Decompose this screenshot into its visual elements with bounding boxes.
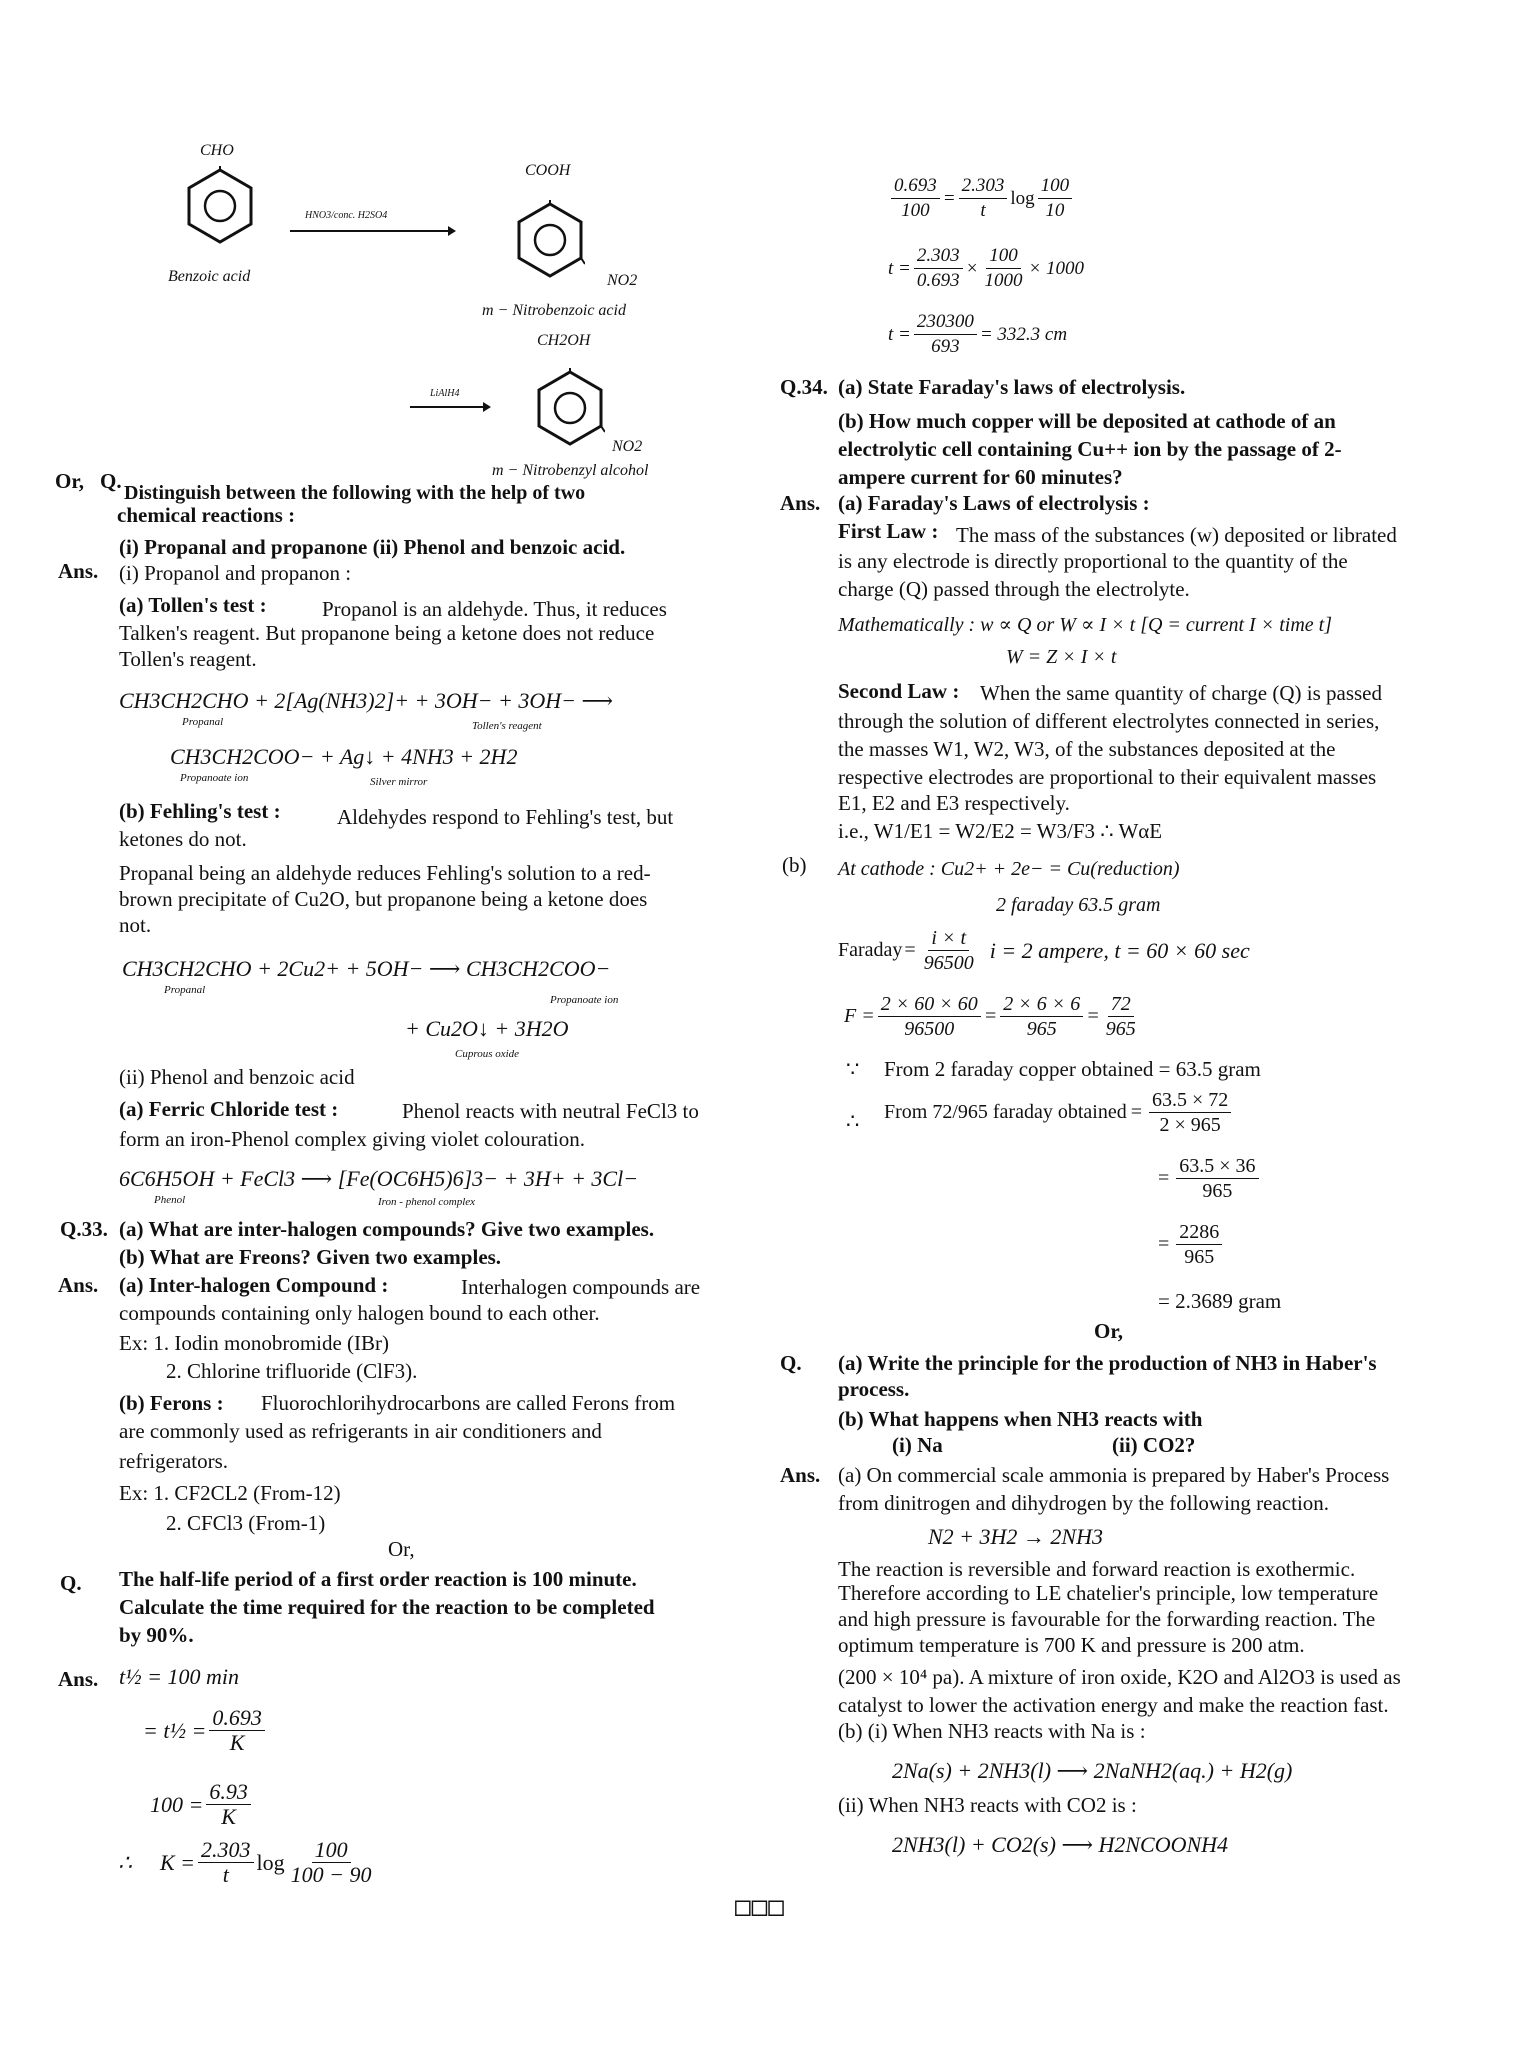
calc2-den1: 0.693 bbox=[916, 270, 960, 291]
second-law-line5: E1, E2 and E3 respectively. bbox=[838, 791, 1070, 815]
half-eq1-num: 0.693 bbox=[209, 1706, 265, 1731]
ans33b-heading: (b) Ferons : bbox=[119, 1391, 224, 1415]
fehling-text-line2: ketones do not. bbox=[119, 827, 247, 851]
second-law-line4: respective electrodes are proportional to their equivalent masses bbox=[838, 765, 1377, 789]
haber-para-line6: catalyst to lower the activation energy and make the reaction fast. bbox=[838, 1693, 1389, 1717]
q-half-line1: The half-life period of a first order reaction is 100 minute. bbox=[119, 1567, 637, 1591]
ans33b-text-line3: refrigerators. bbox=[119, 1449, 229, 1473]
cooh-group-label: COOH bbox=[525, 162, 571, 179]
ans-half-label: Ans. bbox=[58, 1667, 99, 1691]
ans33b-text-line2: are commonly used as refrigerants in air conditioners and bbox=[119, 1419, 602, 1443]
half-eq2-num: 6.93 bbox=[206, 1780, 251, 1805]
equation-ferric: 6C6H5OH + FeCl3 ⟶ [Fe(OC6H5)6]3− + 3H+ + 3Cl− bbox=[119, 1166, 639, 1191]
half-eq3 bbox=[118, 1838, 378, 1887]
fehling-test-heading: (b) Fehling's test : bbox=[119, 799, 281, 823]
no2-group-label-2: NO2 bbox=[612, 438, 643, 455]
example2-line2: 2. CFCl3 (From-1) bbox=[166, 1511, 326, 1535]
ferric-test-heading: (a) Ferric Chloride test : bbox=[119, 1097, 339, 1121]
benzoic-acid-label: Benzoic acid bbox=[168, 268, 251, 285]
nitrobenzoic-label: m − Nitrobenzoic acid bbox=[482, 302, 626, 319]
faraday-given: i = 2 ampere, t = 60 × 60 sec bbox=[989, 937, 1250, 963]
calc1-num3: 100 bbox=[1038, 174, 1073, 199]
half-eq1-den: K bbox=[229, 1730, 245, 1755]
benzene-ring-1 bbox=[185, 166, 255, 246]
calc1-den1: 100 bbox=[901, 200, 930, 221]
calc3-rhs: = 332.3 cm bbox=[979, 323, 1068, 345]
calc2-times2: × 1000 bbox=[1028, 257, 1085, 279]
calc1-eq: = bbox=[942, 187, 956, 209]
half-eq3-log: log bbox=[256, 1849, 285, 1875]
half-eq3-den1: t bbox=[222, 1862, 229, 1887]
haber-para-line4: optimum temperature is 700 K and pressure is 200 atm. bbox=[838, 1633, 1305, 1657]
haber-a-line1: (a) On commercial scale ammonia is prepared by Haber's Process bbox=[838, 1463, 1390, 1487]
calc2-lhs: t = bbox=[888, 257, 911, 279]
faraday-lhs: Faraday bbox=[838, 939, 903, 961]
benzene-ring-2 bbox=[515, 200, 585, 280]
fehling-para-line1: Propanal being an aldehyde reduces Fehling's solution to a red- bbox=[119, 861, 651, 885]
final-result: = 2.3689 gram bbox=[1158, 1289, 1282, 1313]
eq2-sub-cuprous: Cuprous oxide bbox=[455, 1048, 520, 1060]
or-label-right: Or, bbox=[1094, 1319, 1123, 1343]
ans33-label: Ans. bbox=[58, 1273, 99, 1297]
haber-b-i: (b) (i) When NH3 reacts with Na is : bbox=[838, 1719, 1146, 1743]
calc1-num2: 2.303 bbox=[959, 174, 1008, 199]
haber-para-line1: The reaction is reversible and forward reaction is exothermic. bbox=[838, 1557, 1356, 1581]
fehling-para-line3: not. bbox=[119, 913, 152, 937]
reaction-arrow-2 bbox=[408, 400, 493, 414]
faraday-den: 96500 bbox=[923, 952, 974, 974]
tollen-test-heading: (a) Tollen's test : bbox=[119, 593, 267, 617]
nitrobenzyl-label: m − Nitrobenzyl alcohol bbox=[492, 462, 649, 479]
arrow2-reagent: LiAlH4 bbox=[430, 388, 460, 399]
half-eq2-lhs: 100 = bbox=[150, 1791, 204, 1817]
tollen-text-line1: Propanol is an aldehyde. Thus, it reduces bbox=[322, 597, 667, 621]
from-72-text: From 72/965 faraday obtained bbox=[884, 1101, 1127, 1123]
q-haber-b-ii: (ii) CO2? bbox=[1112, 1433, 1196, 1457]
faraday-num: i × t bbox=[928, 926, 969, 951]
cho-group-label: CHO bbox=[200, 142, 234, 159]
ans33b-text-line1: Fluorochlorihydrocarbons are called Ferons from bbox=[261, 1391, 676, 1415]
ans33a-heading: (a) Inter-halogen Compound : bbox=[119, 1273, 389, 1297]
q-label: Q. bbox=[100, 469, 122, 493]
ferric-text-line2: form an iron-Phenol complex giving violet colouration. bbox=[119, 1127, 585, 1151]
q-haber-b: (b) What happens when NH3 reacts with bbox=[838, 1407, 1203, 1431]
calc1-num1: 0.693 bbox=[891, 174, 940, 199]
F-den1: 96500 bbox=[904, 1018, 955, 1040]
haber-para-line3: and high pressure is favourable for the forwarding reaction. The bbox=[838, 1607, 1376, 1631]
calc-eq2 bbox=[888, 244, 1084, 293]
tollen-text-line3: Tollen's reagent. bbox=[119, 647, 257, 671]
half-eq3-lhs: K = bbox=[160, 1849, 196, 1875]
calc2-den2: 1000 bbox=[984, 270, 1023, 291]
question-text-line1: Distinguish between the following with the help of two bbox=[124, 482, 586, 504]
calc3-den: 693 bbox=[931, 336, 960, 357]
first-law-line1: The mass of the substances (w) deposited or librated bbox=[956, 523, 1397, 547]
haber-para-line2: Therefore according to LE chatelier's principle, low temperature bbox=[838, 1581, 1379, 1605]
F-num3: 72 bbox=[1108, 992, 1134, 1017]
tollen-text-line2: Talken's reagent. But propanone being a ketone does not reduce bbox=[119, 621, 655, 645]
example2-line1: Ex: 1. CF2CL2 (From-12) bbox=[119, 1481, 341, 1505]
eq2-sub-propanal: Propanal bbox=[164, 984, 206, 996]
ch2oh-group-label: CH2OH bbox=[537, 332, 591, 349]
haber-para-line5: (200 × 10⁴ pa). A mixture of iron oxide, K2O and Al2O3 is used as bbox=[838, 1665, 1401, 1689]
r3-den: 965 bbox=[1184, 1246, 1215, 1268]
second-law-line1: When the same quantity of charge (Q) is passed bbox=[980, 681, 1382, 705]
haber-a-line2: from dinitrogen and dihydrogen by the following reaction. bbox=[838, 1491, 1330, 1515]
equation-tollen-line2: CH3CH2COO− + Ag↓ + 4NH3 + 2H2 bbox=[170, 744, 518, 769]
half-eq3-den2: 100 − 90 bbox=[290, 1862, 372, 1887]
calc1-den3: 10 bbox=[1045, 200, 1065, 221]
half-life-given: t½ = 100 min bbox=[119, 1664, 239, 1689]
r2-num: 63.5 × 36 bbox=[1176, 1154, 1258, 1179]
reaction-arrow-1 bbox=[288, 224, 458, 238]
benzene-ring-3 bbox=[535, 368, 605, 448]
mathematically-line: Mathematically : w ∝ Q or W ∝ I × t [Q = current I × time t] bbox=[838, 614, 1332, 636]
half-eq3-num1: 2.303 bbox=[198, 1838, 254, 1863]
half-eq2-den: K bbox=[221, 1804, 236, 1829]
r3-num: 2286 bbox=[1176, 1220, 1222, 1245]
equation-fehling-line2: + Cu2O↓ + 3H2O bbox=[405, 1016, 569, 1041]
q34b-line3: ampere current for 60 minutes? bbox=[838, 465, 1123, 489]
first-law-line3: charge (Q) passed through the electrolyte. bbox=[838, 577, 1190, 601]
F-lhs: F = bbox=[844, 1005, 875, 1027]
cathode-reaction: At cathode : Cu2+ + 2e− = Cu(reduction) bbox=[838, 858, 1180, 880]
calc-eq1 bbox=[888, 174, 1075, 223]
half-eq1-lhs: = t½ = bbox=[143, 1717, 207, 1743]
equation-fehling-line1: CH3CH2CHO + 2Cu2+ + 5OH− ⟶ CH3CH2COO− bbox=[122, 956, 611, 981]
page-end-mark: □□□ bbox=[735, 1892, 785, 1922]
F-den2: 965 bbox=[1026, 1018, 1057, 1040]
eq3-sub-complex: Iron - phenol complex bbox=[378, 1196, 476, 1208]
example1-line1: Ex: 1. Iodin monobromide (IBr) bbox=[119, 1331, 390, 1355]
F-num1: 2 × 60 × 60 bbox=[878, 992, 981, 1017]
calc2-times1: × bbox=[965, 257, 979, 279]
calc2-num2: 100 bbox=[986, 244, 1021, 269]
q33-label: Q.33. bbox=[60, 1217, 108, 1241]
answer-i: (i) Propanol and propanon : bbox=[119, 561, 352, 585]
haber-b-ii: (ii) When NH3 reacts with CO2 is : bbox=[838, 1793, 1137, 1817]
fehling-text-line1: Aldehydes respond to Fehling's test, but bbox=[337, 805, 674, 829]
answer-ii: (ii) Phenol and benzoic acid bbox=[119, 1065, 355, 1089]
ans34-label: Ans. bbox=[780, 491, 821, 515]
no2-group-label-1: NO2 bbox=[607, 272, 638, 289]
second-law-line6: i.e., W1/E1 = W2/E2 = W3/F3 ∴ WαE bbox=[838, 819, 1163, 843]
eq3-sub-phenol: Phenol bbox=[154, 1194, 186, 1206]
calc1-log: log bbox=[1010, 187, 1035, 209]
q-haber-b-i: (i) Na bbox=[892, 1433, 943, 1457]
or-label: Or, bbox=[55, 469, 84, 493]
q-haber-a-line2: process. bbox=[838, 1377, 910, 1401]
haber-equation: N2 + 3H2 → 2NH3 bbox=[928, 1524, 1103, 1549]
q34-label: Q.34. bbox=[780, 375, 828, 399]
q-haber-label: Q. bbox=[780, 1351, 802, 1375]
q-half-line3: by 90%. bbox=[119, 1623, 194, 1647]
first-law-line2: is any electrode is directly proportional to the quantity of the bbox=[838, 549, 1348, 573]
mathematically-line2: W = Z × I × t bbox=[1006, 646, 1117, 668]
answer-label: Ans. bbox=[58, 559, 99, 583]
q-half-line2: Calculate the time required for the reaction to be completed bbox=[119, 1595, 655, 1619]
calc1-den2: t bbox=[980, 200, 986, 221]
first-law-heading: First Law : bbox=[838, 519, 939, 543]
half-eq2 bbox=[150, 1780, 254, 1829]
ans-haber-label: Ans. bbox=[780, 1463, 821, 1487]
arrow1-reagent: HNO3/conc. H2SO4 bbox=[305, 210, 388, 221]
faraday-2-gram: 2 faraday 63.5 gram bbox=[996, 894, 1161, 916]
therefore-symbol: ∴ bbox=[118, 1849, 132, 1875]
b-label: (b) bbox=[782, 853, 807, 877]
half-eq1 bbox=[143, 1706, 268, 1755]
eq1-sub-propanoate: Propanoate ion bbox=[180, 772, 249, 784]
faraday-formula: Faraday = $\frac{i \times t}{96500}$ i = 2 ampere, t = 60 × 60 sec bbox=[838, 927, 1250, 974]
eq2-sub-propanoate: Propanoate ion bbox=[550, 994, 619, 1006]
q33a-text: (a) What are inter-halogen compounds? Give two examples. bbox=[119, 1217, 655, 1241]
r2-den: 965 bbox=[1202, 1180, 1233, 1202]
calc3-lhs: t = bbox=[888, 323, 911, 345]
calc-eq3 bbox=[888, 310, 1067, 359]
q34a-text: (a) State Faraday's laws of electrolysis. bbox=[838, 375, 1186, 399]
q34b-line1: (b) How much copper will be deposited at cathode of an bbox=[838, 409, 1336, 433]
example1-line2: 2. Chlorine trifluoride (ClF3). bbox=[166, 1359, 418, 1383]
result-step-2: = $\frac{63.5 \times 36}{965}$ bbox=[1158, 1154, 1262, 1203]
question-text-line2: chemical reactions : bbox=[117, 503, 296, 527]
eq1-sub-propanal: Propanal bbox=[182, 716, 224, 728]
ans34a-heading: (a) Faraday's Laws of electrolysis : bbox=[838, 491, 1150, 515]
F-calculation: F = $\frac{2 \times 60 \times 60}{96500}$ = $\frac{2 \times 6 \times 6}{965}$ = $\frac{72}{965}$ bbox=[844, 992, 1142, 1041]
or-separator: Or, bbox=[388, 1537, 415, 1561]
q-half-label: Q. bbox=[60, 1571, 82, 1595]
equation-tollen-line1: CH3CH2CHO + 2[Ag(NH3)2]+ + 3OH− + 3OH− ⟶ bbox=[119, 688, 614, 713]
eq1-sub-silver: Silver mirror bbox=[370, 776, 428, 788]
ans33a-text-line2: compounds containing only halogen bound to each other. bbox=[119, 1301, 600, 1325]
r1-num: 63.5 × 72 bbox=[1149, 1088, 1231, 1113]
F-den3: 965 bbox=[1105, 1018, 1136, 1040]
eq1-sub-tollen: Tollen's reagent bbox=[472, 720, 542, 732]
question-items: (i) Propanal and propanone (ii) Phenol and benzoic acid. bbox=[119, 535, 626, 559]
second-law-heading: Second Law : bbox=[838, 679, 960, 703]
calc2-num1: 2.303 bbox=[914, 244, 963, 269]
second-law-line2: through the solution of different electrolytes connected in series, bbox=[838, 709, 1380, 733]
r1-den: 2 × 965 bbox=[1159, 1114, 1221, 1136]
ans33a-text-line1: Interhalogen compounds are bbox=[461, 1275, 701, 1299]
from-72-line: From 72/965 faraday obtained = $\frac{63.5 \times 72}{2 \times 965}$ bbox=[884, 1088, 1234, 1137]
q34b-line2: electrolytic cell containing Cu++ ion by the passage of 2- bbox=[838, 437, 1342, 461]
haber-b-ii-equation: 2NH3(l) + CO2(s) ⟶ H2NCOONH4 bbox=[892, 1832, 1229, 1857]
therefore-symbol-right: ∴ bbox=[846, 1109, 860, 1133]
ferric-text-line1: Phenol reacts with neutral FeCl3 to bbox=[402, 1099, 699, 1123]
result-step-3: = $\frac{2286}{965}$ bbox=[1158, 1220, 1225, 1269]
half-eq3-num2: 100 bbox=[312, 1838, 351, 1863]
q33b-text: (b) What are Freons? Given two examples. bbox=[119, 1245, 502, 1269]
q-haber-a-line1: (a) Write the principle for the production of NH3 in Haber's bbox=[838, 1351, 1377, 1375]
fehling-para-line2: brown precipitate of Cu2O, but propanone being a ketone does bbox=[119, 887, 648, 911]
F-num2: 2 × 6 × 6 bbox=[1000, 992, 1083, 1017]
second-law-line3: the masses W1, W2, W3, of the substances deposited at the bbox=[838, 737, 1336, 761]
because-symbol: ∵ bbox=[846, 1057, 860, 1081]
from-2-faraday: From 2 faraday copper obtained = 63.5 gram bbox=[884, 1057, 1261, 1081]
calc3-num: 230300 bbox=[914, 310, 977, 335]
haber-b-i-equation: 2Na(s) + 2NH3(l) ⟶ 2NaNH2(aq.) + H2(g) bbox=[892, 1758, 1293, 1783]
